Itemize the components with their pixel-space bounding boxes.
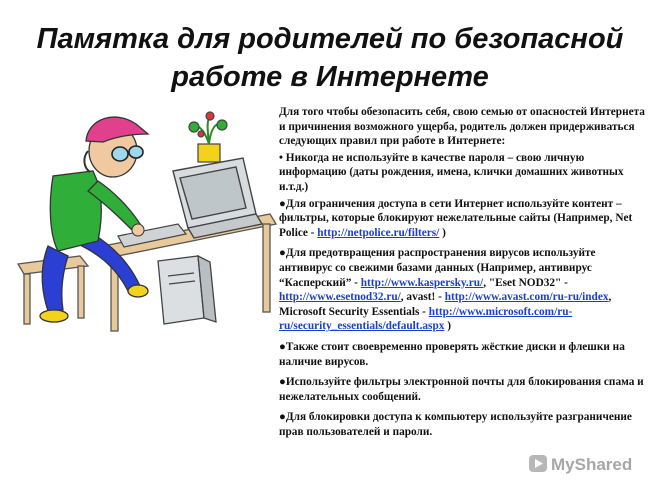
esetnod32-link[interactable]: http://www.esetnod32.ru/: [279, 291, 401, 304]
intro-paragraph: Для того чтобы обезопасить себя, свою семью от опасностей Интернета и причинения возможного ущерба, родитель должен придерживаться следующих правил при работе в Интернете:: [279, 106, 645, 148]
list-item-email-filters: ●Используйте фильтры электронной почты для блокирования спама и нежелательных сообщений.: [279, 376, 644, 403]
myshared-logo-icon: [527, 452, 652, 476]
advice-text: [279, 105, 651, 445]
bullet-icon: ●: [279, 197, 286, 210]
bullet-icon: ●: [279, 411, 286, 424]
bullet-icon: ●: [279, 376, 286, 389]
list-item-antivirus: ●Для предотвращения распространения вирусов используйте антивирус со свежими базами данных (Например, антивирус “Касперский” - http://www.kaspersky.ru/, "Eset NOD32" - http://www.esetnod32.ru/, avast! - http://www.avast.com/ru-ru/index, Microsoft Security Essentials - http://www.microsoft.com/ru-ru/security_essentials/default.aspx ): [279, 247, 612, 333]
microsoft-security-link[interactable]: http://www.microsoft.com/ru-ru/security_essentials/default.aspx: [279, 305, 573, 333]
title-line-2: работе в Интернете: [171, 61, 489, 93]
list-item-disk-check: ●Также стоит своевременно проверять жёсткие диски и флешки на наличие вирусов.: [279, 340, 625, 368]
list-item-password: • Никогда не используйте в качестве пароля – свою личную информацию (даты рождения, имена, клички домашних животных и.т.д.): [279, 151, 624, 193]
watermark-text: MyShared: [551, 455, 633, 474]
boy-at-computer-illustration: [8, 96, 278, 336]
list-item-access-rights: ●Для блокировки доступа к компьютеру используйте разграничение прав пользователей и пароли.: [279, 411, 632, 438]
title-line-1: Памятка для родителей по безопасной: [36, 23, 624, 55]
bullet-icon: ●: [279, 247, 286, 260]
bullet-icon: ●: [279, 340, 286, 353]
avast-link[interactable]: http://www.avast.com/ru-ru/index: [444, 291, 609, 304]
slide-title: [0, 20, 660, 96]
netpolice-link[interactable]: http://netpolice.ru/filters/: [317, 226, 440, 239]
list-item-content-filters: ●Для ограничения доступа в сети Интернет используйте контент – фильтры, которые блокируют нежелательные сайты (Например, Net Police - http://netpolice.ru/filters/ ): [279, 197, 633, 239]
kaspersky-link[interactable]: http://www.kaspersky.ru/: [360, 276, 484, 289]
